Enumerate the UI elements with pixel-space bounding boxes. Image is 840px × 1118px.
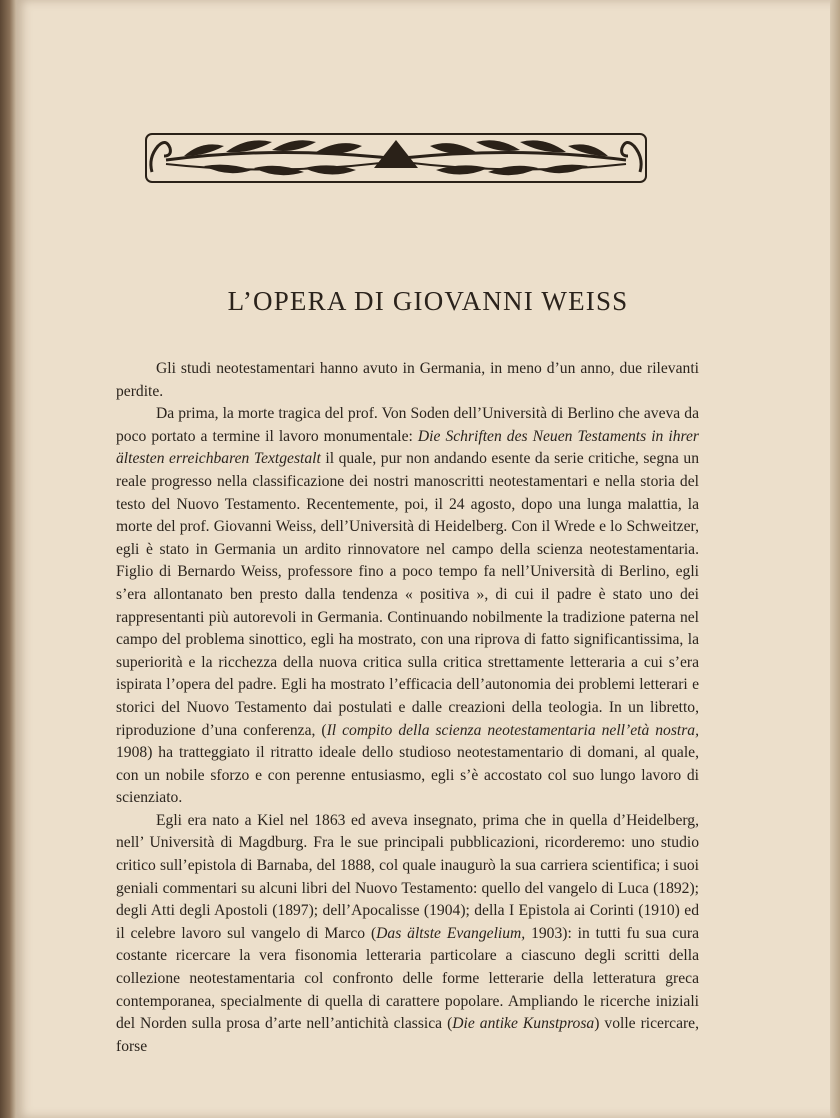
paragraph-text: Gli studi neotestamentari hanno avuto in Germania, in meno d’un anno, due rilevanti perdite. [116,360,699,400]
italic-title-text: Das ältste Evangelium, [376,924,526,942]
paragraph-text: Da prima, la morte tragica del prof. Von Soden dell’Università di Berlino che aveva da poco portato a termine il lavoro monumentale: [116,405,699,445]
paragraph-text: il quale, pur non andando esente da serie critiche, segna un reale progresso nella classificazione dei nostri manoscritti neotestamentari e nella storia del testo del Nuovo Testamento. Recentemente, poi, il 24 agosto, dopo una lunga malattia, la morte del prof. Giovanni Weiss, dell’Università di Heidelberg. Con il Wrede e lo Schweitzer, egli è stato in Germania un ardito rinnovatore nel campo della scienza neotestamentaria. Figlio di Bernardo Weiss, professore fino a poco tempo fa nell’Università di Berlino, egli s’era allontanato ben presto dalla tendenza « positiva », di cui il padre è stato uno dei rappresentanti più autorevoli in Germania. Continuando nobilmente la tradizione paterna nel campo del problema sinottico, egli ha mostrato, con una riprova di fatto significantissima, la superiorità e la ricchezza della nuova critica sulla critica strettamente letteraria a cui s’era ispirata l’opera del padre. Egli ha mostrato l’efficacia dell’autonomia dei problemi letterari e storici del Nuovo Testamento dai postulati e dalle creazioni della teologia. In un libretto, riproduzione d’una conferenza, ( [116,450,699,739]
laurel-ornament-headpiece [144,132,648,184]
book-page [16,0,840,1118]
paragraph [116,403,699,810]
paragraph-text: Egli era nato a Kiel nel 1863 ed aveva insegnato, prima che in quella d’Heidelberg, nell’ Università di Magdburg. Fra le sue principali pubblicazioni, ricorderemo: uno studio critico sull’epistola di Barnaba, del 1888, col quale inaugurò la sua carriera scientifica; i suoi geniali commentari su alcuni libri del Nuovo Testamento: quello del vangelo di Luca (1892); degli Atti degli Apostoli (1897); dell’Apocalisse (1904); della I Epistola ai Corinti (1910) ed il celebre lavoro sul vangelo di Marco ( [116,811,699,942]
paragraph [116,358,699,403]
paragraph-text: 1908) ha tratteggiato il ritratto ideale dello studioso neotestamentario di domani, al quale, con un nobile sforzo e con perenne entusiasmo, egli s’è accostato col suo lungo lavoro di scienziato. [116,744,699,807]
article-title: L’OPERA DI GIOVANNI WEISS [227,286,629,316]
italic-title-text: Die antike Kunstprosa [452,1015,595,1033]
paragraph-text: 1903): in tutti fu sua cura costante ricercare la vera fisonomia letteraria particolare a ciascuno degli scritti della collezione neotestamentaria col confronto delle forme letterarie della letteratura greca contemporanea, specialmente di quella di carattere popolare. Ampliando le ricerche iniziali del Norden sulla prosa d’arte nell’antichità classica ( [116,924,699,1033]
page-fore-edge [830,0,840,1118]
book-binding-edge [0,0,16,1118]
italic-title-text: Die Schriften des Neuen Testaments in ihrer ältesten erreichbaren Textgestalt [116,427,699,468]
paragraph-text: ) volle ricercare, forse [116,1015,700,1055]
article-body [116,358,699,1058]
italic-title-text: Il compito della scienza neotestamentaria nell’età nostra, [326,721,699,739]
paragraph [116,810,699,1059]
